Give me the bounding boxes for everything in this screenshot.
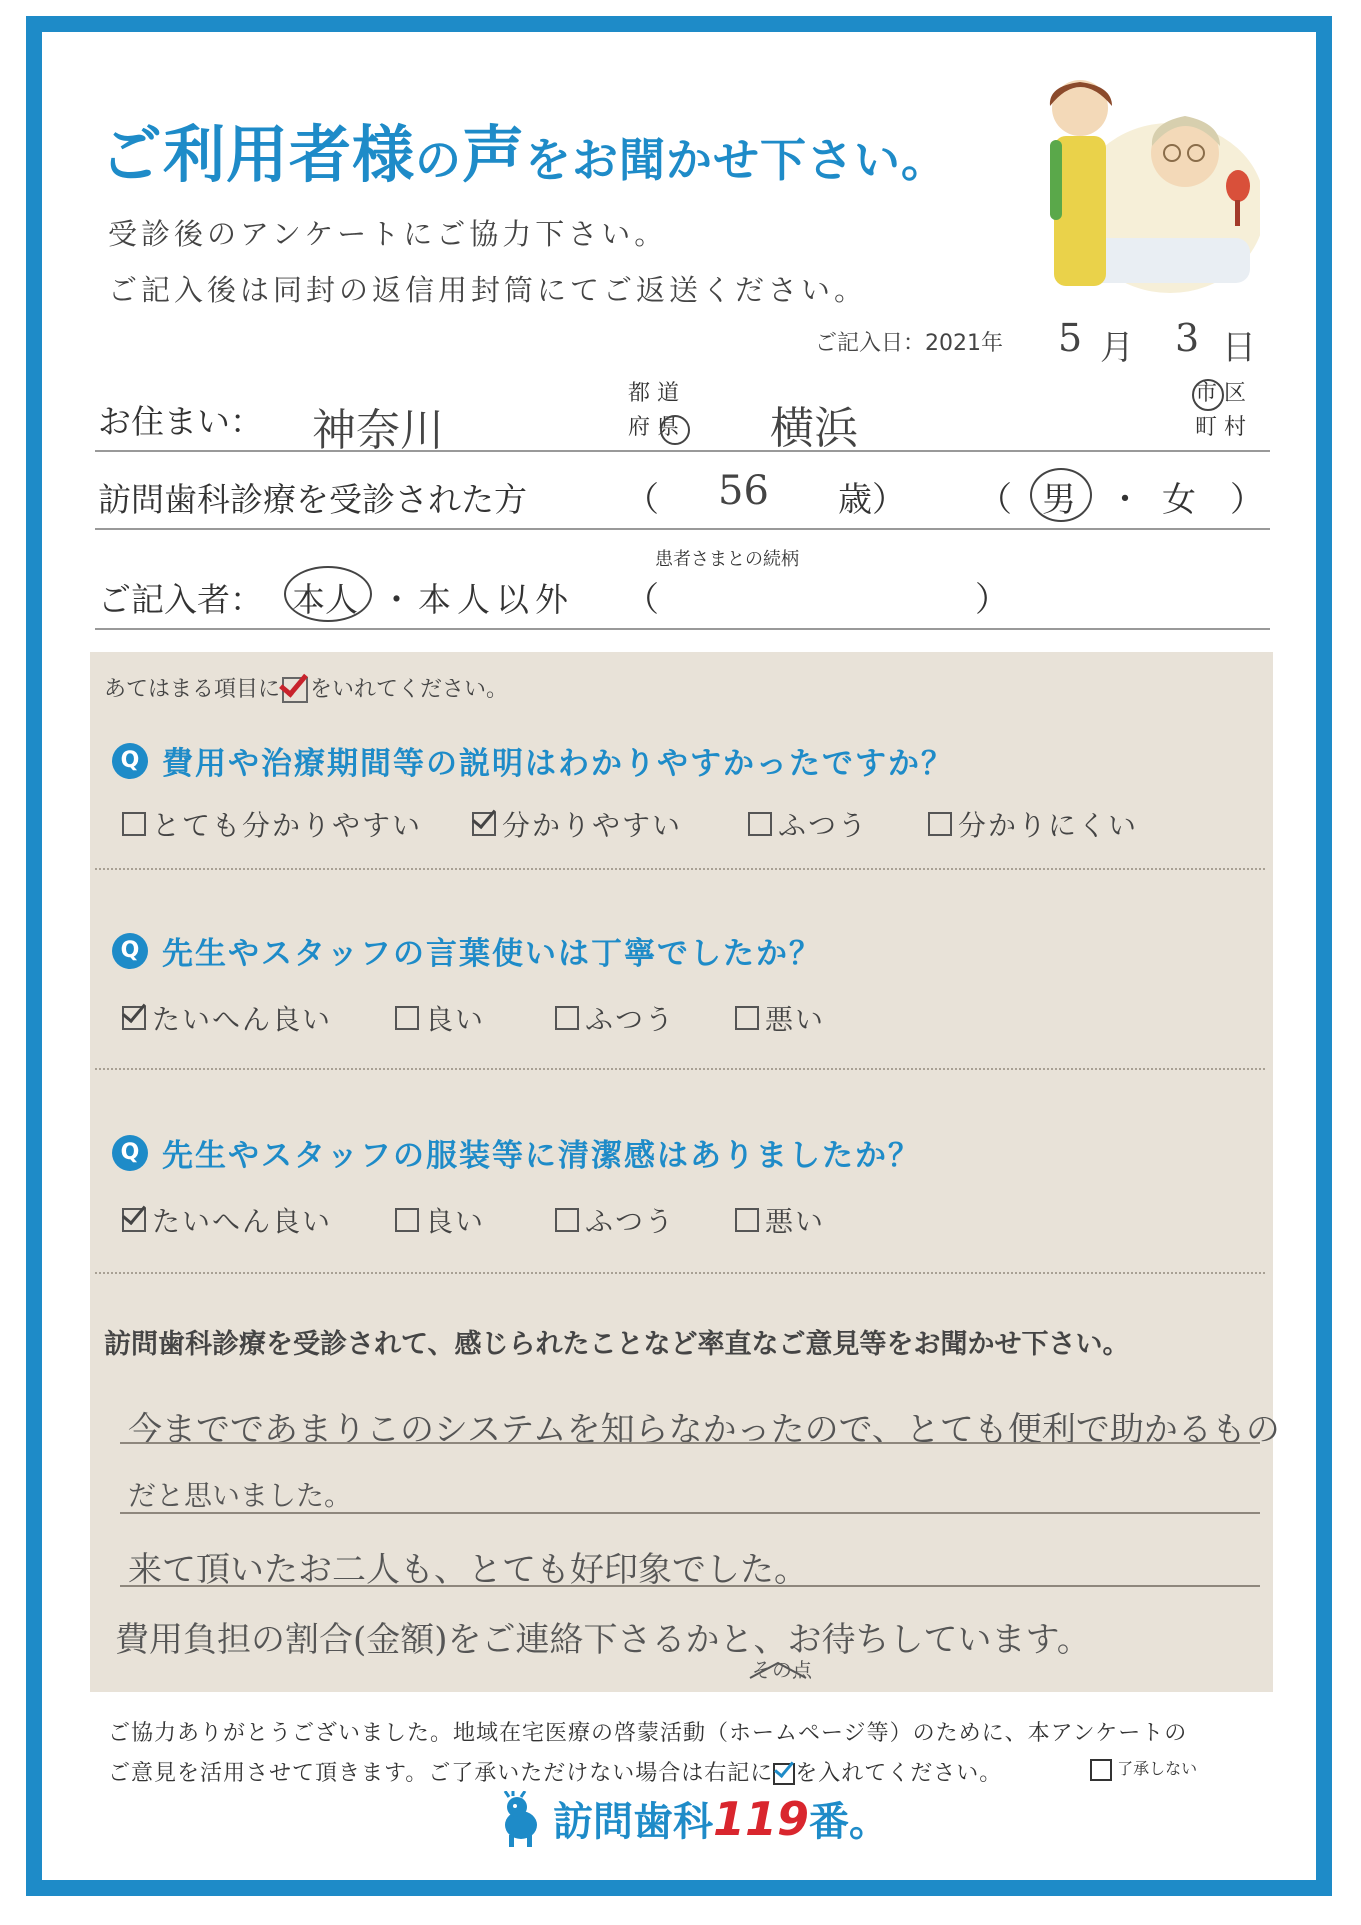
checkbox[interactable] [395, 1006, 419, 1030]
q3-option-normal[interactable]: ふつう [555, 1200, 675, 1240]
intro-line-2: ご記入後は同封の返信用封筒にてご返送ください。 [108, 273, 868, 307]
address-rule [95, 450, 1270, 452]
sex-open-paren: （ [978, 480, 1012, 520]
patient-label: 訪問歯科診療を受診された方 [98, 480, 527, 519]
question-badge: Q [112, 1135, 148, 1171]
address-label: お住まい： [98, 402, 263, 441]
age-value: 56 [718, 468, 769, 514]
age-unit: 歳） [838, 480, 906, 520]
question-1 [112, 738, 954, 783]
comment-line-4: 費用負担の割合(金額)をご連絡下さるかと、お待ちしています。 [115, 1620, 1091, 1660]
q1-option-very-clear[interactable]: とても分かりやすい [122, 804, 422, 844]
comment-line-1: 今までであまりこのシステムを知らなかったので、とても便利で助かるもの [128, 1410, 1280, 1450]
question-text: 先生やスタッフの言葉使いは丁寧でしたか？ [162, 936, 822, 972]
comment-line-3: 来て頂いたお二人も、とても好印象でした。 [128, 1550, 808, 1590]
prefecture-circle-mark [660, 415, 690, 445]
q1-option-clear[interactable]: 分かりやすい [472, 804, 682, 844]
prefecture-value: 神奈川 [312, 405, 444, 456]
optout-checkbox[interactable]: 了承しない [1090, 1756, 1197, 1781]
filler-self: 本人 [292, 580, 358, 619]
relation-open-paren: （ [625, 580, 659, 620]
checkbox[interactable] [928, 812, 952, 836]
footer-line-2: ご意見を活用させて頂きます。ご了承いただけない場合は右記に を入れてください。 [108, 1761, 1003, 1786]
sex-male-circle [1030, 468, 1092, 522]
caregiver-illustration [1020, 58, 1260, 298]
red-check-icon [282, 677, 308, 703]
brand-logo [495, 1790, 889, 1847]
checkbox-checked[interactable] [122, 1006, 146, 1030]
city-value: 横浜 [770, 403, 858, 454]
checkbox[interactable] [555, 1006, 579, 1030]
checkbox-checked[interactable] [122, 1208, 146, 1232]
city-units-bottom: 町 村 [1195, 415, 1246, 440]
q3-divider [95, 1272, 1265, 1274]
page-title: ご利用者様の声をお聞かせ下さい。 [100, 118, 949, 191]
checkbox-checked[interactable] [472, 812, 496, 836]
checkbox[interactable] [1090, 1759, 1112, 1781]
q3-option-bad[interactable]: 悪い [735, 1200, 825, 1240]
q3-option-very-good[interactable]: たいへん良い [122, 1200, 332, 1240]
month-unit: 月 [1100, 328, 1134, 368]
sex-separator: ・ [1108, 480, 1142, 520]
prefecture-units-top: 都 道 [628, 381, 679, 406]
checkbox[interactable] [735, 1006, 759, 1030]
question-badge: Q [112, 743, 148, 779]
comment-line-2: だと思いました。 [128, 1479, 353, 1512]
filler-separator: ・ [380, 580, 413, 619]
filler-rule [95, 628, 1270, 630]
day-unit: 日 [1222, 328, 1256, 368]
comment-rule [120, 1442, 1260, 1444]
free-comment-title: 訪問歯科診療を受診されて、感じられたことなど率直なご意見等をお聞かせ下さい。 [104, 1329, 1130, 1360]
city-circle-mark [1192, 379, 1224, 411]
question-text: 先生やスタッフの服装等に清潔感はありましたか？ [162, 1138, 921, 1174]
question-3 [112, 1130, 921, 1175]
question-text: 費用や治療期間等の説明はわかりやすかったですか？ [162, 746, 954, 782]
logo-number: 119 [713, 1791, 810, 1846]
entry-date-label: ご記入日：2021年 [815, 331, 1003, 356]
patient-rule [95, 528, 1270, 530]
comment-rule [120, 1512, 1260, 1514]
logo-suffix: 番。 [809, 1799, 890, 1845]
entry-month-value: 5 [1058, 316, 1083, 360]
checkbox[interactable] [748, 812, 772, 836]
q1-option-unclear[interactable]: 分かりにくい [928, 804, 1138, 844]
checkbox[interactable] [395, 1208, 419, 1232]
prefecture-units-bottom: 府 県 [628, 415, 679, 440]
q1-divider [95, 868, 1265, 870]
q2-option-very-good[interactable]: たいへん良い [122, 998, 332, 1038]
intro-line-1: 受診後のアンケートにご協力下さい。 [108, 217, 668, 251]
blue-check-icon [773, 1763, 795, 1785]
checkbox[interactable] [555, 1208, 579, 1232]
insert-caret-mark [748, 1660, 808, 1680]
logo-text: 訪問歯科 [553, 1799, 713, 1845]
sex-male: 男 [1042, 480, 1076, 520]
filler-other: 本人以外 [418, 580, 574, 619]
deer-mascot-icon [495, 1791, 545, 1847]
checkbox[interactable] [122, 812, 146, 836]
comment-insert-note: その点 [752, 1658, 812, 1682]
sex-close-paren: ） [1230, 480, 1264, 520]
checkbox[interactable] [735, 1208, 759, 1232]
q3-option-good[interactable]: 良い [395, 1200, 485, 1240]
instruction-text: あてはまる項目に をいれてください。 [104, 677, 509, 702]
q2-option-good[interactable]: 良い [395, 998, 485, 1038]
sex-female: 女 [1162, 480, 1196, 520]
filler-label: ご記入者： [98, 580, 263, 619]
relation-caption: 患者さまとの続柄 [655, 549, 799, 570]
question-badge: Q [112, 933, 148, 969]
filler-self-circle [284, 566, 372, 622]
q2-option-bad[interactable]: 悪い [735, 998, 825, 1038]
comment-rule [120, 1585, 1260, 1587]
entry-day-value: 3 [1175, 316, 1200, 360]
q2-divider [95, 1068, 1265, 1070]
q2-option-normal[interactable]: ふつう [555, 998, 675, 1038]
footer-line-1: ご協力ありがとうございました。地域在宅医療の啓蒙活動（ホームページ等）のために、本アンケートの [108, 1721, 1188, 1746]
q1-option-normal[interactable]: ふつう [748, 804, 868, 844]
question-2 [112, 928, 822, 973]
relation-close-paren: ） [975, 580, 1009, 620]
age-open-paren: （ [625, 480, 659, 520]
city-units-top: 市 区 [1195, 381, 1246, 406]
